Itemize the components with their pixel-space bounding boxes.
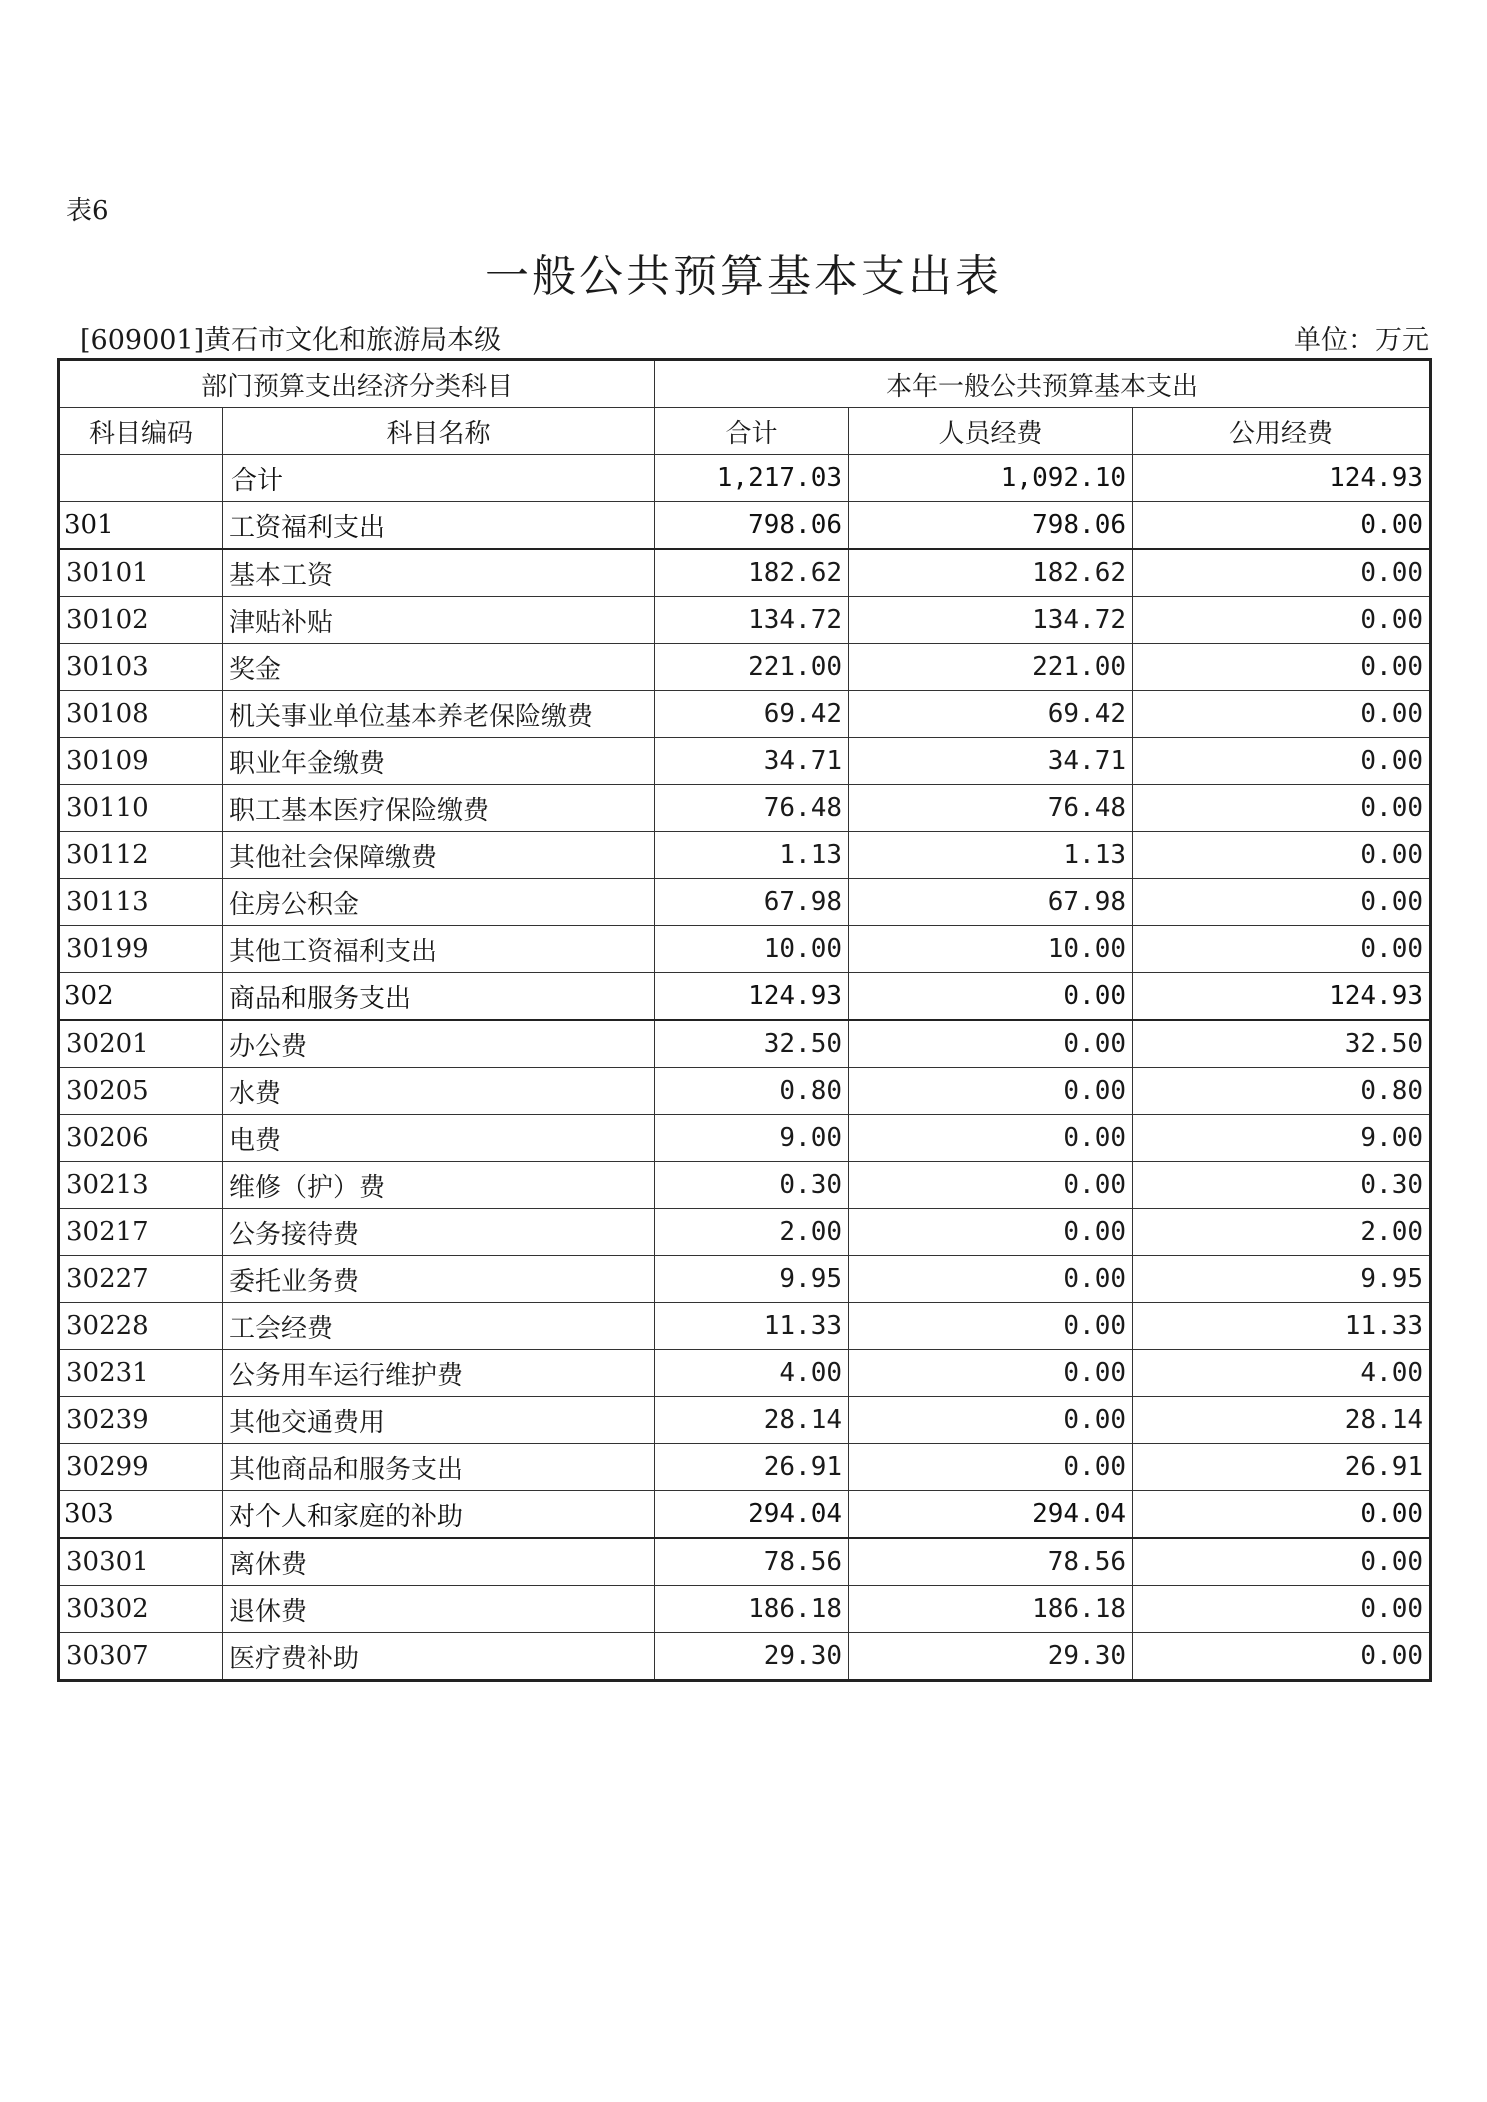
personnel-cell: 67.98 — [849, 879, 1133, 926]
personnel-cell: 78.56 — [849, 1538, 1133, 1586]
total-cell: 26.91 — [655, 1444, 849, 1491]
code-cell: 30103 — [59, 644, 223, 691]
personnel-cell: 221.00 — [849, 644, 1133, 691]
name-cell: 其他商品和服务支出 — [223, 1444, 655, 1491]
personnel-cell: 182.62 — [849, 549, 1133, 597]
table-row — [59, 785, 1431, 832]
budget-table — [57, 358, 1432, 1682]
public-cell: 0.00 — [1133, 738, 1431, 785]
total-cell: 134.72 — [655, 597, 849, 644]
total-cell: 34.71 — [655, 738, 849, 785]
total-cell: 11.33 — [655, 1303, 849, 1350]
code-cell: 30231 — [59, 1350, 223, 1397]
total-cell: 10.00 — [655, 926, 849, 973]
name-cell: 工资福利支出 — [223, 502, 655, 550]
table-row — [59, 1397, 1431, 1444]
code-cell: 30227 — [59, 1256, 223, 1303]
table-row — [59, 1633, 1431, 1681]
total-cell: 9.00 — [655, 1115, 849, 1162]
code-cell: 30101 — [59, 549, 223, 597]
personnel-cell: 0.00 — [849, 1303, 1133, 1350]
total-cell: 1,217.03 — [655, 455, 849, 502]
personnel-cell: 1.13 — [849, 832, 1133, 879]
personnel-cell: 0.00 — [849, 1162, 1133, 1209]
code-cell: 30302 — [59, 1586, 223, 1633]
personnel-cell: 0.00 — [849, 1397, 1133, 1444]
total-cell: 0.30 — [655, 1162, 849, 1209]
code-cell: 30109 — [59, 738, 223, 785]
table-row — [59, 879, 1431, 926]
header-group-left: 部门预算支出经济分类科目 — [59, 360, 655, 408]
personnel-cell: 134.72 — [849, 597, 1133, 644]
name-cell: 住房公积金 — [223, 879, 655, 926]
table-row — [59, 1586, 1431, 1633]
total-cell: 69.42 — [655, 691, 849, 738]
public-cell: 0.00 — [1133, 1586, 1431, 1633]
table-row — [59, 644, 1431, 691]
public-cell: 0.00 — [1133, 502, 1431, 550]
name-cell: 公务用车运行维护费 — [223, 1350, 655, 1397]
table-row — [59, 455, 1431, 502]
table-row — [59, 973, 1431, 1021]
name-cell: 离休费 — [223, 1538, 655, 1586]
personnel-cell: 186.18 — [849, 1586, 1133, 1633]
total-cell: 28.14 — [655, 1397, 849, 1444]
code-cell: 30307 — [59, 1633, 223, 1681]
personnel-cell: 10.00 — [849, 926, 1133, 973]
table-row — [59, 1350, 1431, 1397]
public-cell: 4.00 — [1133, 1350, 1431, 1397]
header-name: 科目名称 — [223, 408, 655, 455]
public-cell: 0.00 — [1133, 926, 1431, 973]
unit-label: 单位：万元 — [1294, 325, 1429, 356]
public-cell: 124.93 — [1133, 973, 1431, 1021]
name-cell: 对个人和家庭的补助 — [223, 1491, 655, 1539]
name-cell: 商品和服务支出 — [223, 973, 655, 1021]
personnel-cell: 0.00 — [849, 1020, 1133, 1068]
personnel-cell: 0.00 — [849, 1115, 1133, 1162]
personnel-cell: 0.00 — [849, 1444, 1133, 1491]
total-cell: 182.62 — [655, 549, 849, 597]
code-cell — [59, 455, 223, 502]
table-row — [59, 1209, 1431, 1256]
name-cell: 机关事业单位基本养老保险缴费 — [223, 691, 655, 738]
table-row — [59, 1162, 1431, 1209]
public-cell: 124.93 — [1133, 455, 1431, 502]
code-cell: 30239 — [59, 1397, 223, 1444]
public-cell: 9.00 — [1133, 1115, 1431, 1162]
total-cell: 1.13 — [655, 832, 849, 879]
personnel-cell: 294.04 — [849, 1491, 1133, 1539]
code-cell: 30113 — [59, 879, 223, 926]
public-cell: 0.00 — [1133, 1538, 1431, 1586]
code-cell: 30205 — [59, 1068, 223, 1115]
total-cell: 186.18 — [655, 1586, 849, 1633]
total-cell: 9.95 — [655, 1256, 849, 1303]
personnel-cell: 1,092.10 — [849, 455, 1133, 502]
header-personnel: 人员经费 — [849, 408, 1133, 455]
total-cell: 124.93 — [655, 973, 849, 1021]
name-cell: 电费 — [223, 1115, 655, 1162]
public-cell: 0.00 — [1133, 549, 1431, 597]
organization-label: [609001]黄石市文化和旅游局本级 — [80, 325, 502, 356]
name-cell: 公务接待费 — [223, 1209, 655, 1256]
code-cell: 30228 — [59, 1303, 223, 1350]
public-cell: 0.30 — [1133, 1162, 1431, 1209]
table-row — [59, 832, 1431, 879]
name-cell: 基本工资 — [223, 549, 655, 597]
total-cell: 78.56 — [655, 1538, 849, 1586]
code-cell: 30112 — [59, 832, 223, 879]
name-cell: 工会经费 — [223, 1303, 655, 1350]
name-cell: 水费 — [223, 1068, 655, 1115]
name-cell: 委托业务费 — [223, 1256, 655, 1303]
name-cell: 津贴补贴 — [223, 597, 655, 644]
public-cell: 0.00 — [1133, 691, 1431, 738]
total-cell: 67.98 — [655, 879, 849, 926]
public-cell: 0.00 — [1133, 597, 1431, 644]
total-cell: 4.00 — [655, 1350, 849, 1397]
code-cell: 302 — [59, 973, 223, 1021]
total-cell: 32.50 — [655, 1020, 849, 1068]
personnel-cell: 0.00 — [849, 1068, 1133, 1115]
table-row — [59, 502, 1431, 550]
public-cell: 0.00 — [1133, 644, 1431, 691]
table-row — [59, 1020, 1431, 1068]
personnel-cell: 0.00 — [849, 973, 1133, 1021]
table-row — [59, 1068, 1431, 1115]
code-cell: 30199 — [59, 926, 223, 973]
name-cell: 职工基本医疗保险缴费 — [223, 785, 655, 832]
code-cell: 30201 — [59, 1020, 223, 1068]
table-row — [59, 1538, 1431, 1586]
code-cell: 30299 — [59, 1444, 223, 1491]
code-cell: 301 — [59, 502, 223, 550]
code-cell: 30213 — [59, 1162, 223, 1209]
total-cell: 29.30 — [655, 1633, 849, 1681]
table-row — [59, 738, 1431, 785]
header-total: 合计 — [655, 408, 849, 455]
table-body — [59, 455, 1431, 1681]
total-cell: 76.48 — [655, 785, 849, 832]
total-cell: 2.00 — [655, 1209, 849, 1256]
header-code: 科目编码 — [59, 408, 223, 455]
personnel-cell: 29.30 — [849, 1633, 1133, 1681]
name-cell: 合计 — [223, 455, 655, 502]
name-cell: 奖金 — [223, 644, 655, 691]
name-cell: 其他社会保障缴费 — [223, 832, 655, 879]
name-cell: 职业年金缴费 — [223, 738, 655, 785]
code-cell: 30301 — [59, 1538, 223, 1586]
total-cell: 0.80 — [655, 1068, 849, 1115]
public-cell: 0.00 — [1133, 1491, 1431, 1539]
code-cell: 30206 — [59, 1115, 223, 1162]
public-cell: 0.00 — [1133, 832, 1431, 879]
public-cell: 28.14 — [1133, 1397, 1431, 1444]
personnel-cell: 0.00 — [849, 1209, 1133, 1256]
public-cell: 9.95 — [1133, 1256, 1431, 1303]
public-cell: 0.00 — [1133, 1633, 1431, 1681]
personnel-cell: 69.42 — [849, 691, 1133, 738]
table-row — [59, 597, 1431, 644]
public-cell: 0.00 — [1133, 879, 1431, 926]
public-cell: 11.33 — [1133, 1303, 1431, 1350]
table-row — [59, 1303, 1431, 1350]
name-cell: 其他工资福利支出 — [223, 926, 655, 973]
personnel-cell: 76.48 — [849, 785, 1133, 832]
table-row — [59, 1256, 1431, 1303]
public-cell: 0.80 — [1133, 1068, 1431, 1115]
page-title: 一般公共预算基本支出表 — [485, 251, 1002, 302]
personnel-cell: 0.00 — [849, 1256, 1133, 1303]
table-row — [59, 1115, 1431, 1162]
name-cell: 其他交通费用 — [223, 1397, 655, 1444]
header-group-row — [59, 360, 1431, 408]
name-cell: 办公费 — [223, 1020, 655, 1068]
code-cell: 303 — [59, 1491, 223, 1539]
personnel-cell: 798.06 — [849, 502, 1133, 550]
name-cell: 维修（护）费 — [223, 1162, 655, 1209]
code-cell: 30108 — [59, 691, 223, 738]
public-cell: 2.00 — [1133, 1209, 1431, 1256]
table-row — [59, 691, 1431, 738]
code-cell: 30110 — [59, 785, 223, 832]
public-cell: 26.91 — [1133, 1444, 1431, 1491]
public-cell: 0.00 — [1133, 785, 1431, 832]
header-group-right: 本年一般公共预算基本支出 — [655, 360, 1431, 408]
header-column-row — [59, 408, 1431, 455]
table-number: 表6 — [66, 196, 109, 226]
public-cell: 32.50 — [1133, 1020, 1431, 1068]
name-cell: 医疗费补助 — [223, 1633, 655, 1681]
code-cell: 30102 — [59, 597, 223, 644]
table-row — [59, 926, 1431, 973]
table-row — [59, 1491, 1431, 1539]
total-cell: 221.00 — [655, 644, 849, 691]
table-row — [59, 549, 1431, 597]
total-cell: 798.06 — [655, 502, 849, 550]
total-cell: 294.04 — [655, 1491, 849, 1539]
personnel-cell: 34.71 — [849, 738, 1133, 785]
personnel-cell: 0.00 — [849, 1350, 1133, 1397]
code-cell: 30217 — [59, 1209, 223, 1256]
header-public: 公用经费 — [1133, 408, 1431, 455]
name-cell: 退休费 — [223, 1586, 655, 1633]
table-row — [59, 1444, 1431, 1491]
